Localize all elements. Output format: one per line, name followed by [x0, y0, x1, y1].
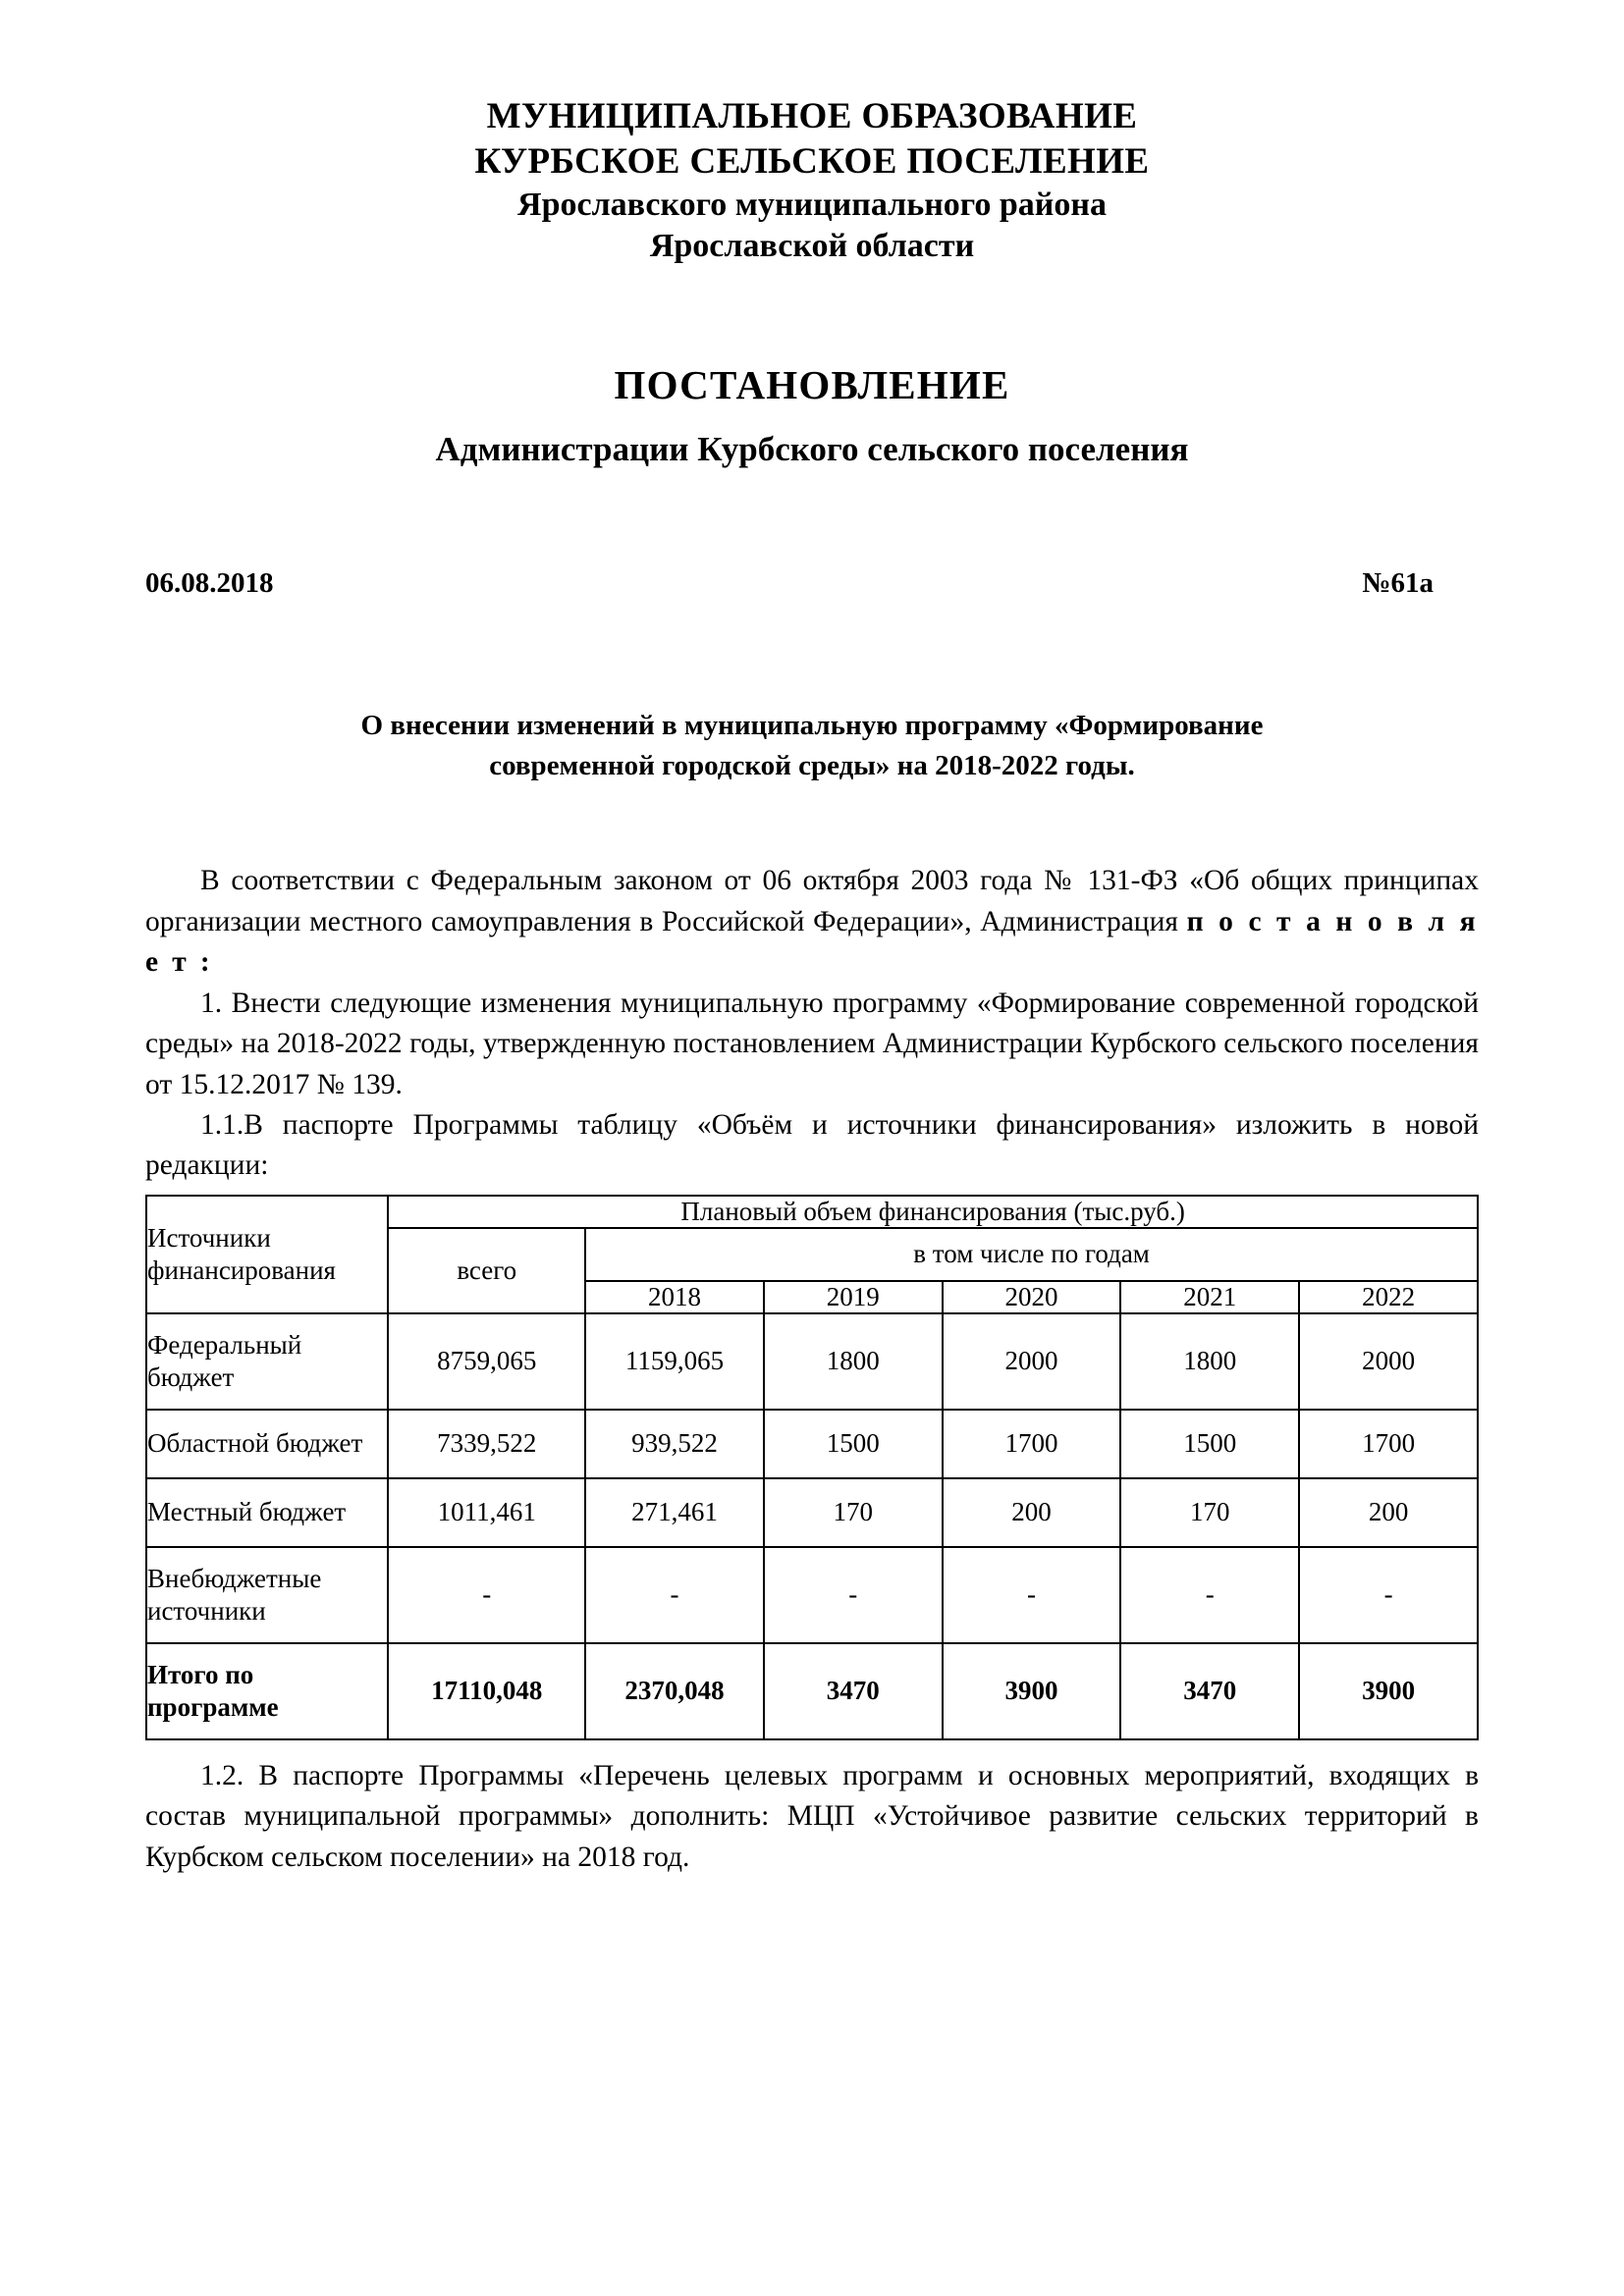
- paragraph-item-1-1: 1.1.В паспорте Программы таблицу «Объём и источники финансирования» изложить в новой редакции:: [145, 1109, 1479, 1182]
- cell-local-2022: 200: [1299, 1478, 1478, 1547]
- cell-extrabudgetary-2020: -: [943, 1547, 1121, 1643]
- row-label-regional-budget: Областной бюджет: [146, 1410, 388, 1478]
- cell-total-2019: 3470: [764, 1643, 943, 1739]
- cell-regional-2021: 1500: [1120, 1410, 1299, 1478]
- header-year-2020: 2020: [943, 1281, 1121, 1313]
- cell-federal-2020: 2000: [943, 1313, 1121, 1410]
- table-row: [146, 1313, 1478, 1410]
- cell-total-all: 17110,048: [388, 1643, 585, 1739]
- masthead-line-2: КУРБСКОЕ СЕЛЬСКОЕ ПОСЕЛЕНИЕ: [474, 140, 1150, 182]
- cell-regional-total: 7339,522: [388, 1410, 585, 1478]
- cell-regional-2019: 1500: [764, 1410, 943, 1478]
- document-subject: [145, 706, 1479, 786]
- row-label-federal-budget: Федеральный бюджет: [146, 1313, 388, 1410]
- header-total-column: всего: [388, 1228, 585, 1313]
- document-subject-line-2: современной городской среды» на 2018-2022 годы.: [489, 750, 1135, 782]
- table-row: [146, 1410, 1478, 1478]
- paragraph-preamble: [145, 861, 1479, 983]
- document-subject-line-1: О внесении изменений в муниципальную программу «Формирование: [360, 710, 1264, 742]
- masthead-line-1: МУНИЦИПАЛЬНОЕ ОБРАЗОВАНИЕ: [486, 96, 1138, 136]
- row-label-program-total: Итого по программе: [146, 1643, 388, 1739]
- cell-federal-2022: 2000: [1299, 1313, 1478, 1410]
- header-group-plan-volume: Плановый объем финансирования (тыс.руб.): [388, 1196, 1478, 1228]
- table-row: [146, 1478, 1478, 1547]
- table-header-row-1: [146, 1196, 1478, 1228]
- act-issuer-subtitle: Администрации Курбского сельского поселения: [435, 430, 1189, 469]
- cell-local-2021: 170: [1120, 1478, 1299, 1547]
- row-label-local-budget: Местный бюджет: [146, 1478, 388, 1547]
- document-body: [145, 861, 1479, 1187]
- cell-local-total: 1011,461: [388, 1478, 585, 1547]
- header-group-by-years: в том числе по годам: [585, 1228, 1478, 1281]
- row-label-extrabudgetary-sources: Внебюджетные источники: [146, 1547, 388, 1643]
- financing-table-head: [146, 1196, 1478, 1313]
- table-row-total: [146, 1643, 1478, 1739]
- masthead: [145, 94, 1479, 267]
- cell-regional-2022: 1700: [1299, 1410, 1478, 1478]
- document-date: 06.08.2018: [145, 567, 274, 600]
- cell-total-2021: 3470: [1120, 1643, 1299, 1739]
- cell-federal-2021: 1800: [1120, 1313, 1299, 1410]
- financing-table: [145, 1195, 1479, 1740]
- cell-extrabudgetary-2019: -: [764, 1547, 943, 1643]
- header-year-2022: 2022: [1299, 1281, 1478, 1313]
- cell-local-2019: 170: [764, 1478, 943, 1547]
- cell-extrabudgetary-2021: -: [1120, 1547, 1299, 1643]
- cell-extrabudgetary-total: -: [388, 1547, 585, 1643]
- cell-regional-2020: 1700: [943, 1410, 1121, 1478]
- paragraph-item-1-2: 1.2. В паспорте Программы «Перечень целевых программ и основных мероприятий, входящих в состав муниципальной программы» дополнить: МЦП «Устойчивое развитие сельских территорий в Курбском сельском поселении» на 2018 год.: [145, 1759, 1479, 1873]
- cell-local-2020: 200: [943, 1478, 1121, 1547]
- cell-regional-2018: 939,522: [585, 1410, 764, 1478]
- header-year-2021: 2021: [1120, 1281, 1299, 1313]
- preamble-text: В соответствии с Федеральным законом от 06 октября 2003 года № 131-ФЗ «Об общих принципах организации местного самоуправления в Российской Федерации», Администрация: [145, 865, 1479, 937]
- document-meta-line: [145, 567, 1479, 600]
- cell-extrabudgetary-2018: -: [585, 1547, 764, 1643]
- header-year-2018: 2018: [585, 1281, 764, 1313]
- act-title-block: [145, 361, 1479, 469]
- cell-federal-2018: 1159,065: [585, 1313, 764, 1410]
- header-year-2019: 2019: [764, 1281, 943, 1313]
- header-source-column: Источники финансирования: [146, 1196, 388, 1313]
- masthead-line-4: Ярославской области: [649, 227, 975, 264]
- cell-total-2018: 2370,048: [585, 1643, 764, 1739]
- document-number: №61а: [1362, 567, 1434, 600]
- cell-extrabudgetary-2022: -: [1299, 1547, 1478, 1643]
- cell-federal-total: 8759,065: [388, 1313, 585, 1410]
- table-row: [146, 1547, 1478, 1643]
- resolves-keyword: п о с т а н о в л я е т :: [145, 905, 1479, 979]
- paragraph-item-1: 1. Внести следующие изменения муниципальную программу «Формирование современной городской среды» на 2018-2022 годы, утвержденную постановлением Администрации Курбского сельского поселения от 15.12.2017 № 139.: [145, 987, 1479, 1100]
- cell-federal-2019: 1800: [764, 1313, 943, 1410]
- masthead-line-3: Ярославского муниципального района: [517, 186, 1107, 223]
- cell-total-2022: 3900: [1299, 1643, 1478, 1739]
- cell-total-2020: 3900: [943, 1643, 1121, 1739]
- financing-table-body: [146, 1313, 1478, 1739]
- document-body-tail: [145, 1756, 1479, 1878]
- cell-local-2018: 271,461: [585, 1478, 764, 1547]
- act-type-title: ПОСТАНОВЛЕНИЕ: [614, 362, 1010, 408]
